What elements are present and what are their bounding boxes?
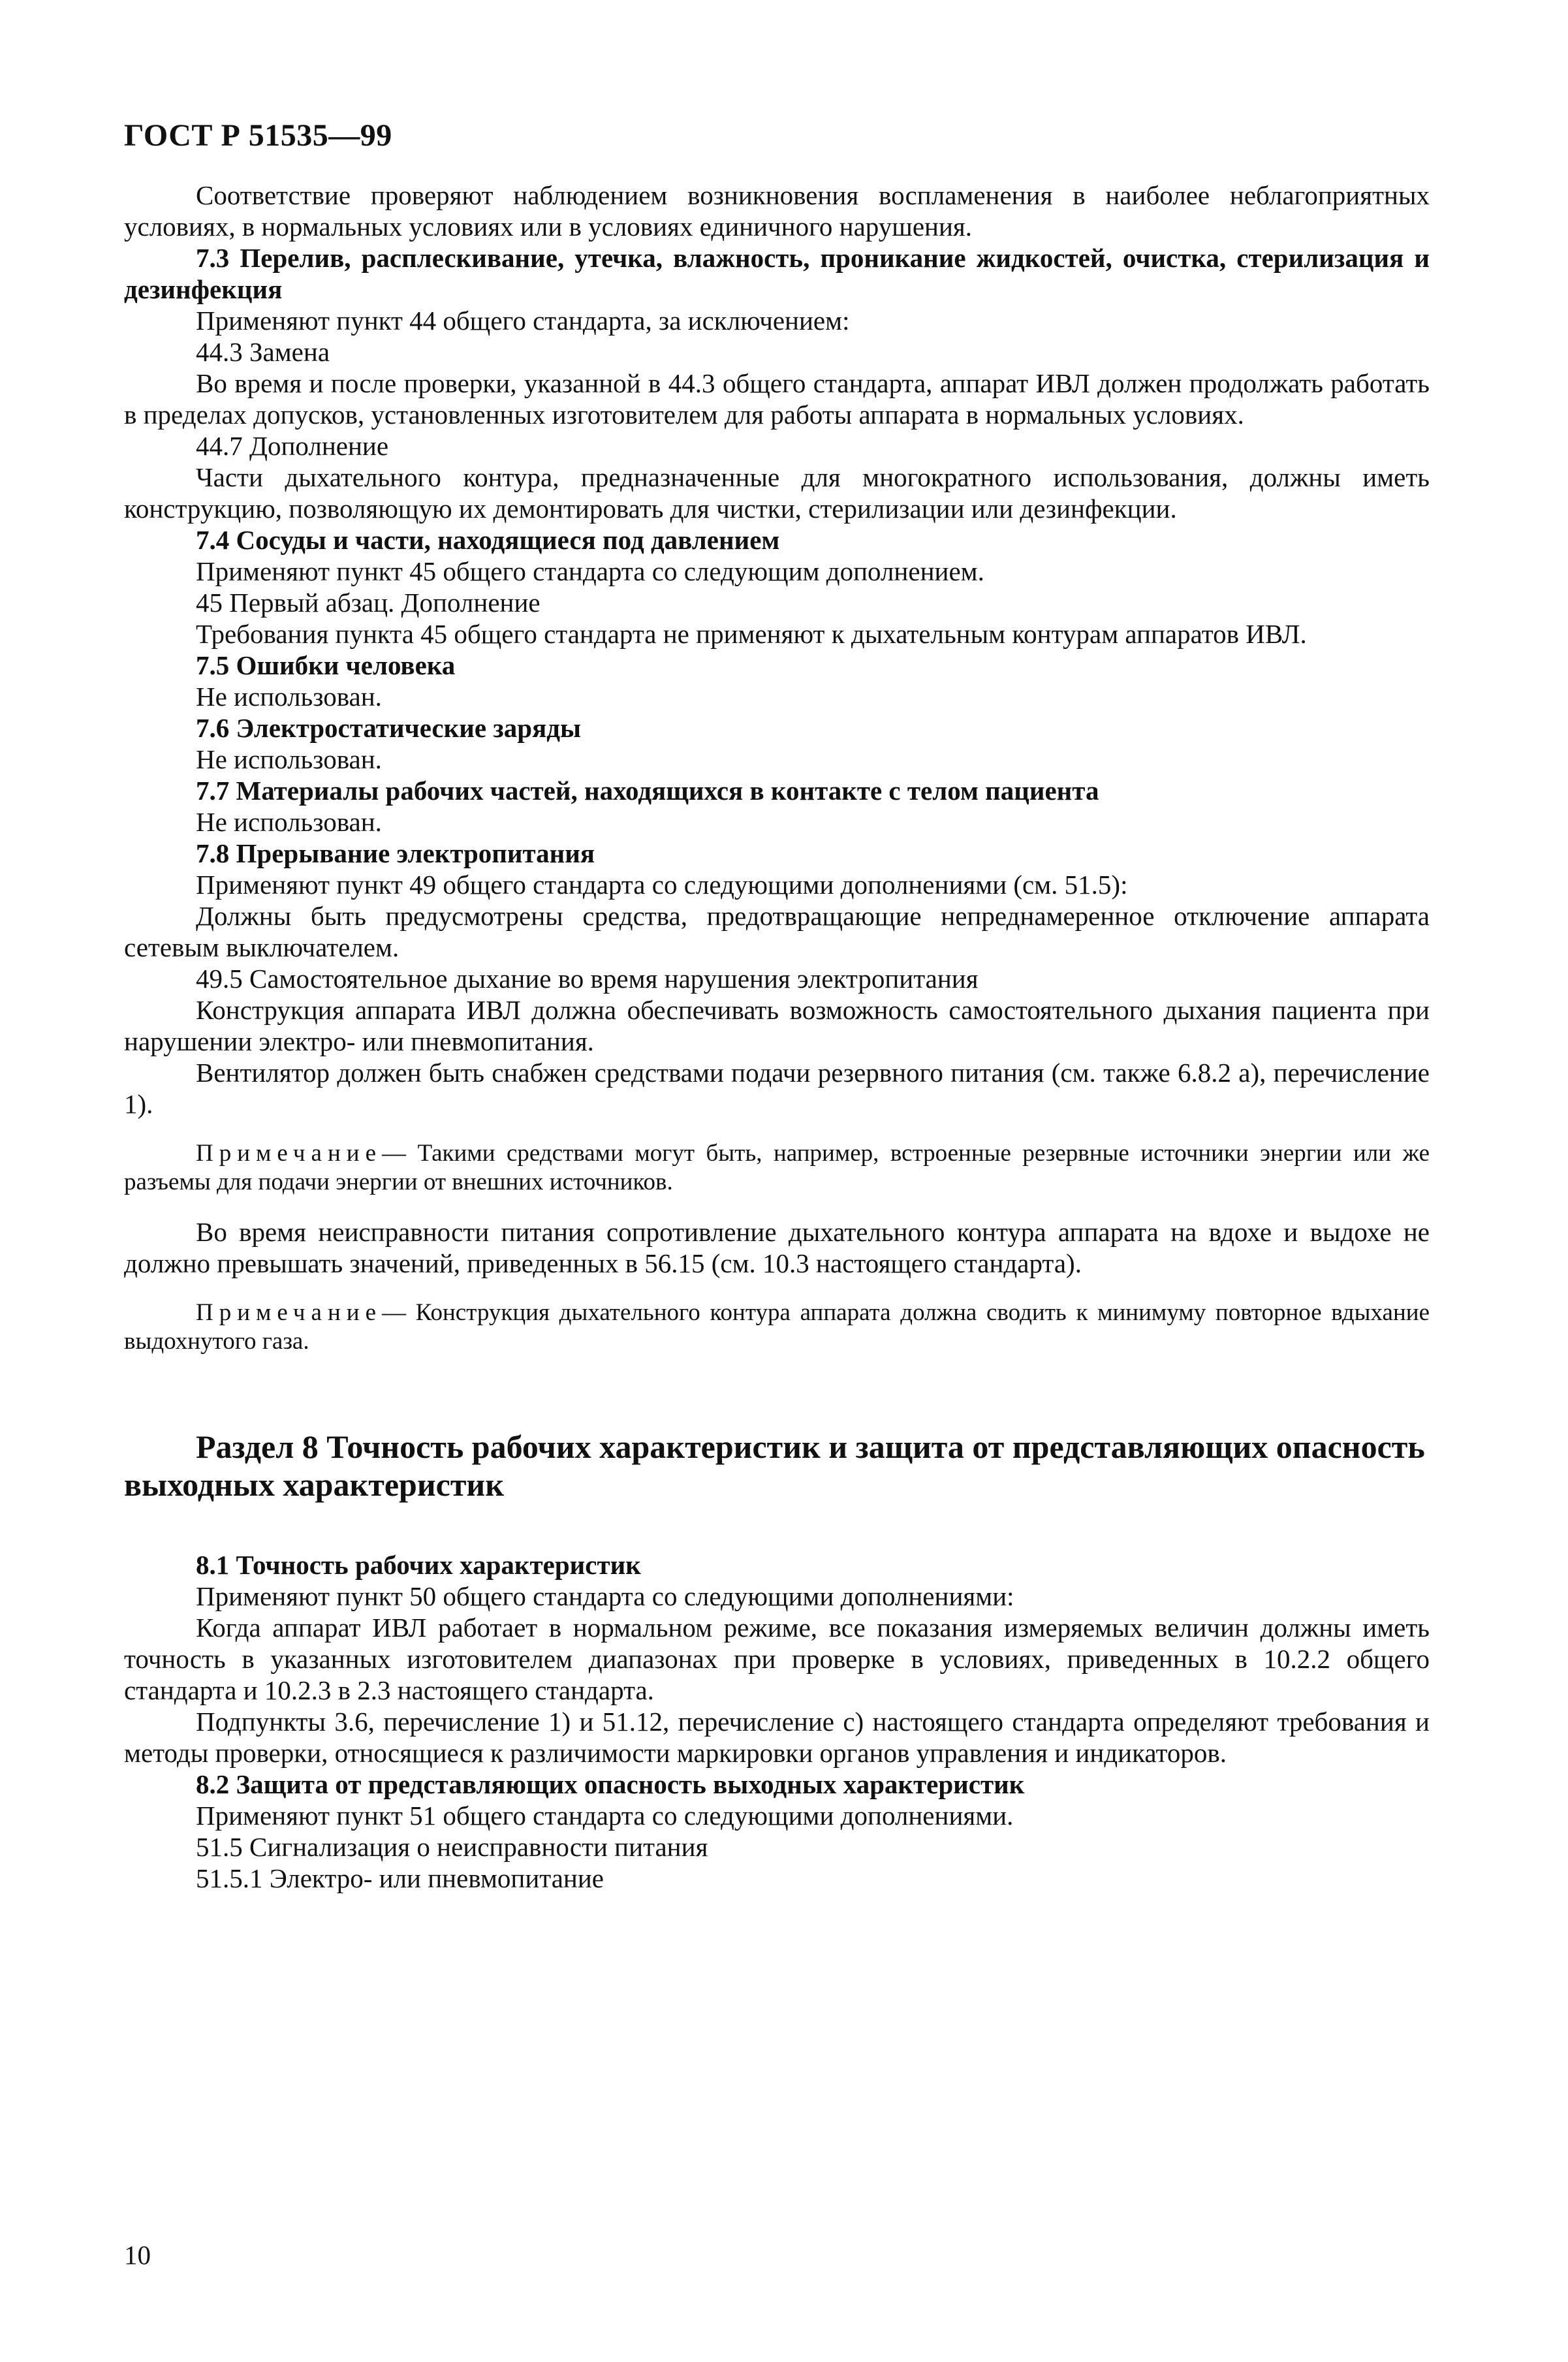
subsection-heading: 7.5 Ошибки человека: [196, 650, 456, 680]
note: [124, 1139, 1430, 1197]
section-title: Раздел 8 Точность рабочих характеристик и защита от представляющих опасность выходных характеристик: [124, 1428, 1425, 1503]
subsection-heading: 8.2 Защита от представляющих опасность выходных характеристик: [196, 1769, 1025, 1799]
note-text: — Конструкция дыхательного контура аппарата должна сводить к минимуму повторное вдыхание выдохнутого газа.: [124, 1299, 1430, 1355]
paragraph: Вентилятор должен быть снабжен средствами подачи резервного питания (см. также 6.8.2 а), перечисление 1).: [124, 1058, 1430, 1119]
paragraph: 45 Первый абзац. Дополнение: [196, 588, 541, 618]
paragraph: Применяют пункт 45 общего стандарта со следующим дополнением.: [196, 556, 984, 586]
document-header: ГОСТ Р 51535—99: [124, 118, 392, 153]
subsection-heading: 7.7 Материалы рабочих частей, находящихся в контакте с телом пациента: [196, 776, 1099, 806]
paragraph: 44.3 Замена: [196, 337, 330, 367]
subsection-heading: 7.8 Прерывание электропитания: [196, 838, 595, 868]
paragraph: Применяют пункт 50 общего стандарта со следующими дополнениями:: [196, 1581, 1014, 1611]
subsection-heading: 7.4 Сосуды и части, находящиеся под давлением: [196, 525, 780, 555]
paragraph: Требования пункта 45 общего стандарта не применяют к дыхательным контурам аппаратов ИВЛ.: [196, 619, 1307, 649]
paragraph: Части дыхательного контура, предназначенные для многократного использования, должны иметь конструкцию, позволяющую их демонтировать для чистки, стерилизации или дезинфекции.: [124, 462, 1430, 524]
subsection-heading: 7.6 Электростатические заряды: [196, 713, 581, 743]
subsection-heading: 7.3 Перелив, расплескивание, утечка, влажность, проникание жидкостей, очистка, стерилизация и дезинфекция: [124, 243, 1430, 304]
paragraph: Когда аппарат ИВЛ работает в нормальном режиме, все показания измеряемых величин должны иметь точность в указанных изготовителем диапазонах при проверке в условиях, приведенных в 10.2.2 общего стандарта и 10.2.3 в 2.3 настоящего стандарта.: [124, 1613, 1430, 1705]
paragraph: Не использован.: [196, 807, 382, 837]
paragraph: Не использован.: [196, 744, 382, 774]
note: [124, 1299, 1430, 1356]
paragraph: 51.5.1 Электро- или пневмопитание: [196, 1863, 604, 1893]
paragraph: Должны быть предусмотрены средства, предотвращающие непреднамеренное отключение аппарата сетевым выключателем.: [124, 901, 1430, 962]
paragraph: Во время неисправности питания сопротивление дыхательного контура аппарата на вдохе и выдохе не должно превышать значений, приведенных в 56.15 (см. 10.3 настоящего стандарта).: [124, 1217, 1430, 1278]
paragraph: Не использован.: [196, 682, 382, 712]
paragraph: Соответствие проверяют наблюдением возникновения воспламенения в наиболее неблагоприятных условиях, в нормальных условиях или в условиях единичного нарушения.: [124, 180, 1430, 242]
note-label: Примечание: [196, 1140, 382, 1167]
note-text: — Такими средствами могут быть, например, встроенные резервные источники энергии или же разъемы для подачи энергии от внешних источников.: [124, 1140, 1430, 1195]
page-number: 10: [124, 2240, 151, 2270]
paragraph: Подпункты 3.6, перечисление 1) и 51.12, перечисление с) настоящего стандарта определяют требования и методы проверки, относящиеся к различимости маркировки органов управления и индикаторов.: [124, 1707, 1430, 1768]
paragraph: 49.5 Самостоятельное дыхание во время нарушения электропитания: [196, 964, 979, 994]
paragraph: Применяют пункт 49 общего стандарта со следующими дополнениями (см. 51.5):: [196, 870, 1128, 900]
document-page: [124, 118, 1430, 1894]
paragraph: 44.7 Дополнение: [196, 431, 389, 461]
paragraph: Конструкция аппарата ИВЛ должна обеспечивать возможность самостоятельного дыхания пациента при нарушении электро- или пневмопитания.: [124, 995, 1430, 1056]
paragraph: Применяют пункт 44 общего стандарта, за исключением:: [196, 306, 850, 336]
paragraph: Во время и после проверки, указанной в 44.3 общего стандарта, аппарат ИВЛ должен продолжать работать в пределах допусков, установленных изготовителем для работы аппарата в нормальных условиях.: [124, 368, 1430, 430]
paragraph: Применяют пункт 51 общего стандарта со следующими дополнениями.: [196, 1801, 1014, 1831]
note-label: Примечание: [196, 1299, 382, 1326]
paragraph: 51.5 Сигнализация о неисправности питания: [196, 1832, 708, 1862]
subsection-heading: 8.1 Точность рабочих характеристик: [196, 1550, 641, 1580]
